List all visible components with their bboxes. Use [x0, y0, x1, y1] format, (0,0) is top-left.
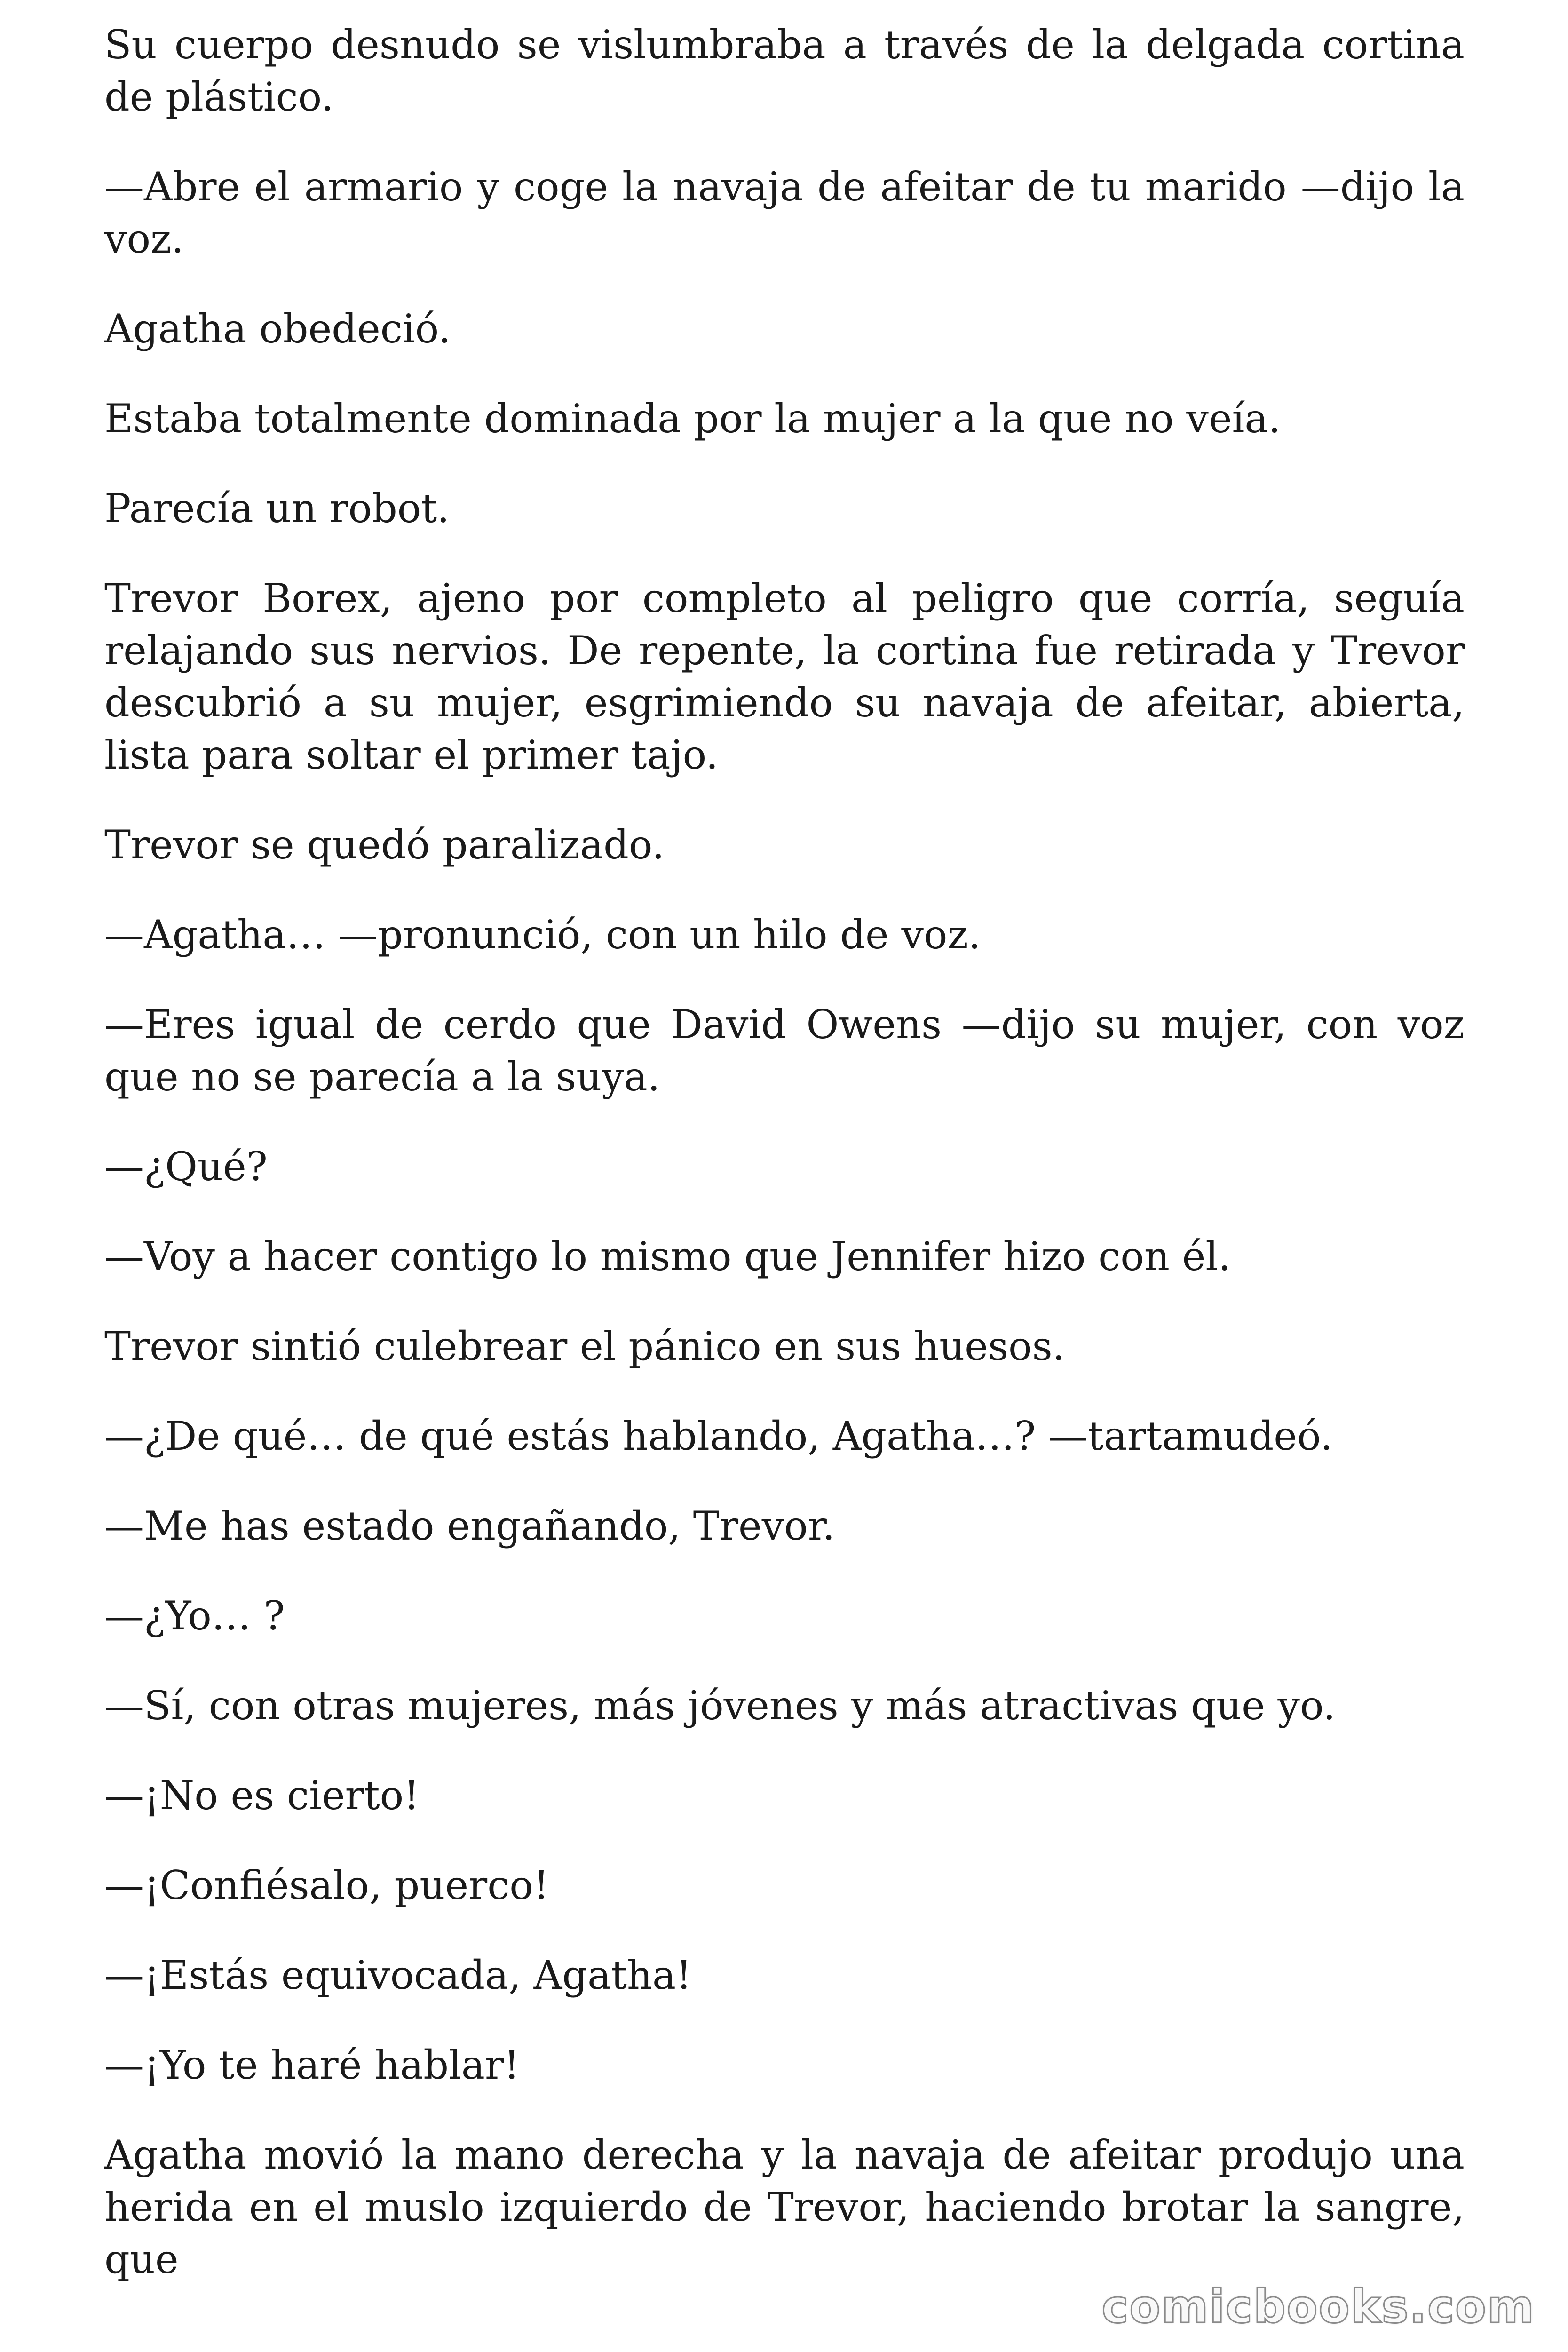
- paragraph: —Eres igual de cerdo que David Owens —dijo su mujer, con voz que no se parecía a la suya.: [104, 1001, 1465, 1100]
- paragraph: —¡Yo te haré hablar!: [104, 2042, 520, 2088]
- paragraph: Parecía un robot.: [104, 485, 450, 532]
- paragraph: —Abre el armario y coge la navaja de afeitar de tu marido —dijo la voz.: [104, 164, 1465, 262]
- paragraph: Su cuerpo desnudo se vislumbraba a través de la delgada cortina de plástico.: [104, 22, 1465, 120]
- page-body: [104, 19, 1465, 2286]
- paragraph: Trevor sintió culebrear el pánico en sus huesos.: [104, 1323, 1065, 1369]
- paragraph: —¿Yo… ?: [104, 1593, 285, 1639]
- paragraph: —¿Qué?: [104, 1144, 268, 1190]
- watermark: comicbooks.com: [1101, 2280, 1535, 2333]
- paragraph: Trevor Borex, ajeno por completo al peligro que corría, seguía relajando sus nervios. De repente, la cortina fue retirada y Trevor descubrió a su mujer, esgrimiendo su navaja de afeitar, abierta, lista para soltar el primer tajo.: [104, 575, 1465, 778]
- paragraph: —Me has estado engañando, Trevor.: [104, 1503, 835, 1549]
- paragraph: Estaba totalmente dominada por la mujer a la que no veía.: [104, 396, 1281, 442]
- paragraph: —Voy a hacer contigo lo mismo que Jennifer hizo con él.: [104, 1233, 1231, 1279]
- paragraph: —¡No es cierto!: [104, 1772, 420, 1819]
- paragraph: Agatha obedeció.: [104, 306, 451, 352]
- paragraph: —Sí, con otras mujeres, más jóvenes y más atractivas que yo.: [104, 1683, 1336, 1729]
- paragraph: Agatha movió la mano derecha y la navaja de afeitar produjo una herida en el muslo izquierdo de Trevor, haciendo brotar la sangre, que: [104, 2132, 1465, 2282]
- paragraph: —¡Estás equivocada, Agatha!: [104, 1952, 692, 1998]
- paragraph: —¡Confiésalo, puerco!: [104, 1862, 549, 1908]
- paragraph: —¿De qué… de qué estás hablando, Agatha…? —tartamudeó.: [104, 1413, 1333, 1459]
- paragraph: Trevor se quedó paralizado.: [104, 822, 665, 868]
- paragraph: —Agatha… —pronunció, con un hilo de voz.: [104, 912, 981, 958]
